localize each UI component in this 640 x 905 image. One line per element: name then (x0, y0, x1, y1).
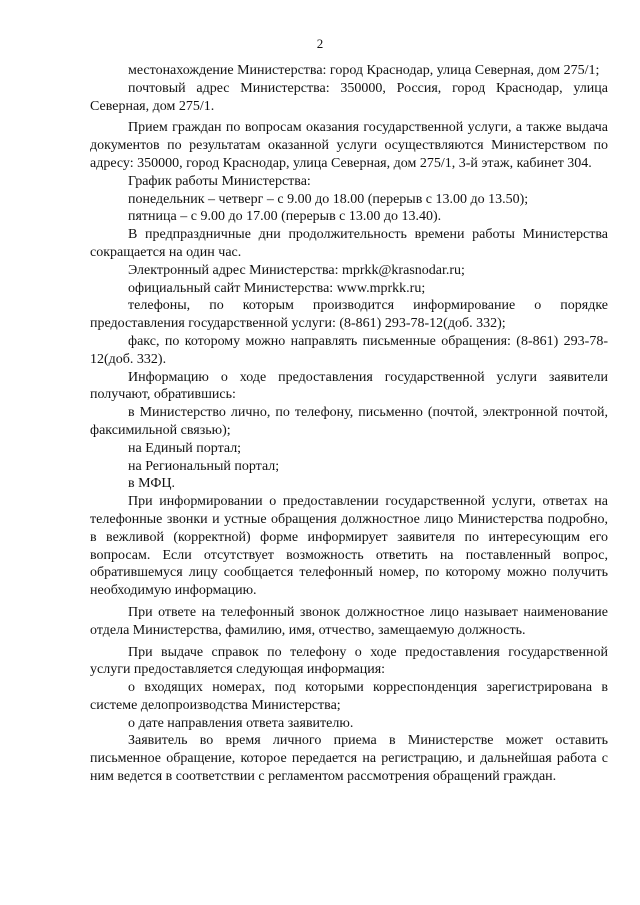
paragraph-schedule-mon-thu: понедельник – четверг – с 9.00 до 18.00 (перерыв с 13.00 до 13.50); (128, 191, 529, 207)
paragraph-fax: факс, по которому можно направлять письменные обращения: (8-861) 293-78-12(доб. 332). (90, 333, 608, 367)
document-body (90, 62, 608, 786)
paragraph-channel-regional-portal: на Региональный портал; (128, 458, 280, 474)
paragraph-pre-holiday: В предпраздничные дни продолжительность времени работы Министерства сокращается на один час. (90, 227, 608, 260)
paragraph-reply-date: о дате направления ответа заявителю. (128, 715, 354, 731)
paragraph-channel-unified-portal: на Единый портал; (128, 440, 242, 456)
paragraph-website: официальный сайт Министерства: www.mprkk.ru; (128, 280, 426, 296)
paragraph-schedule-fri: пятница – с 9.00 до 17.00 (перерыв с 13.00 до 13.40). (128, 209, 442, 225)
paragraph-phone-answer: При ответе на телефонный звонок должностное лицо называет наименование отдела Министерства, фамилию, имя, отчество, замещаемую должность. (90, 604, 608, 638)
paragraph-channel-ministry: в Министерство лично, по телефону, письменно (почтой, электронной почтой, факсимильной связью); (90, 405, 608, 438)
paragraph-location: местонахождение Министерства: город Краснодар, улица Северная, дом 275/1; (128, 63, 600, 78)
paragraph-phones: телефоны, по которым производится информирование о порядке предоставления государственной услуги: (8-861) 293-78-12(доб. 332); (90, 298, 608, 332)
paragraph-phone-info: При выдаче справок по телефону о ходе предоставления государственной услуги предоставляется следующая информация: (90, 644, 608, 678)
paragraph-reception: Прием граждан по вопросам оказания государственной услуги, а также выдача документов по результатам оказанной услуги осуществляются Министерством по адресу: 350000, город Краснодар, улица Северная, дом 275/1, 3-й этаж, кабинет 304. (90, 120, 608, 171)
paragraph-informing: При информировании о предоставлении государственной услуги, ответах на телефонные звонки и устные обращения должностное лицо Министерства подробно, в вежливой (корректной) форме информирует заявителя по интересующим его вопросам. Если отсутствует возможность ответить на поставленный вопрос, обратившемуся лицу сообщается телефонный номер, по которому можно получить необходимую информацию. (90, 494, 608, 599)
paragraph-schedule-heading: График работы Министерства: (128, 173, 311, 189)
paragraph-postal-address: почтовый адрес Министерства: 350000, Россия, город Краснодар, улица Северная, дом 275/1. (90, 80, 608, 114)
paragraph-channel-mfc: в МФЦ. (128, 476, 176, 492)
paragraph-incoming-numbers: о входящих номерах, под которыми корреспонденция зарегистрирована в системе делопроизводства Министерства; (90, 680, 608, 713)
paragraph-email: Электронный адрес Министерства: mprkk@krasnodar.ru; (128, 262, 465, 278)
paragraph-info-channels: Информацию о ходе предоставления государственной услуги заявители получают, обратившись: (90, 369, 608, 403)
paragraph-written-appeal: Заявитель во время личного приема в Министерстве может оставить письменное обращение, которое передается на регистрацию, и дальнейшая работа с ним ведется в соответствии с регламентом рассмотрения обращений граждан. (90, 733, 608, 785)
page-number: 2 (316, 36, 324, 51)
